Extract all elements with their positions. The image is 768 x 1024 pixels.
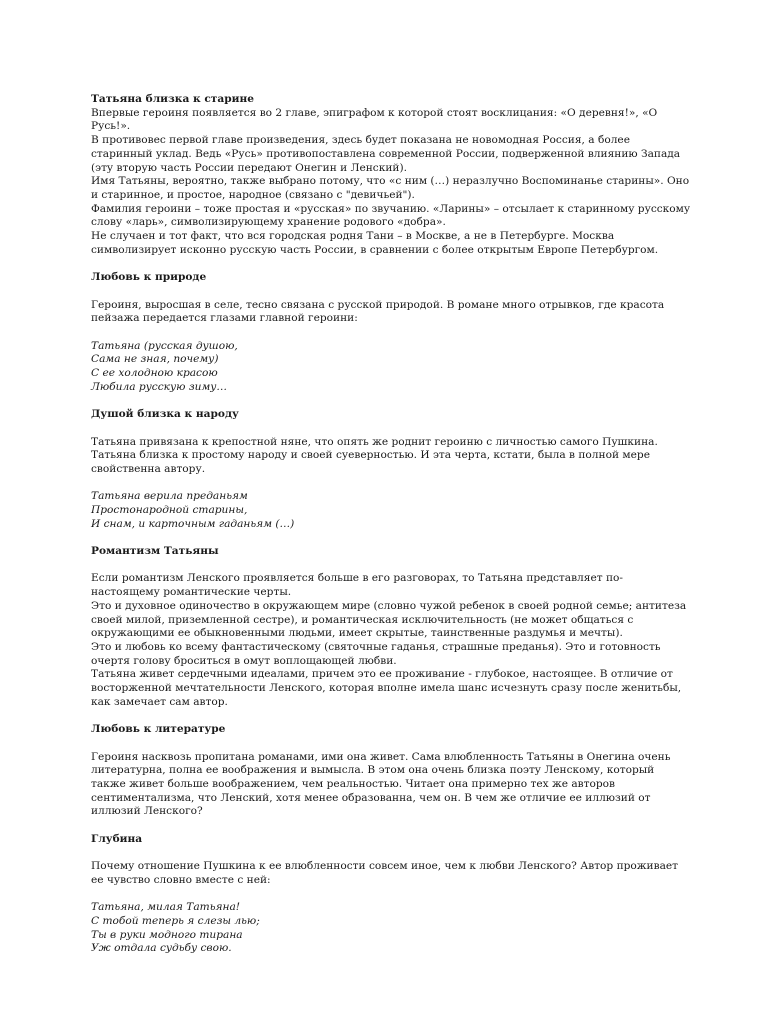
verse-line: Уж отдала судьбу свою.: [91, 942, 232, 955]
paragraph: Если романтизм Ленского проявляется больше в его разговорах, то Татьяна представляет по-настоящему романтические черты.: [91, 572, 623, 599]
verse-quote: [91, 340, 691, 395]
paragraph: Фамилия героини – тоже простая и «русская» по звучанию. «Ларины» – отсылает к старинному русскому слову «ларь», символизирующему хранение родового «добра».: [91, 202, 691, 229]
verse-line: С тобой теперь я слезы лью;: [91, 914, 260, 927]
paragraph: Впервые героиня появляется во 2 главе, эпиграфом к которой стоят восклицания: «О деревня!», «О Русь!».: [91, 106, 658, 133]
section-heading: Татьяна близка к старине: [91, 93, 254, 105]
verse-line: С ее холодною красою: [91, 367, 218, 380]
section-heading: Романтизм Татьяны: [91, 545, 219, 558]
verse-line: Татьяна, милая Татьяна!: [91, 901, 241, 914]
paragraph: Татьяна привязана к крепостной няне, что опять же роднит героиню с личностью самого Пушкина.: [91, 435, 658, 448]
paragraph: Татьяна живет сердечными идеалами, причем это ее проживание - глубокое, настоящее. В отличие от восторженной мечтательности Ленского, которая вполне имела шанс исчезнуть сразу после женитьбы, как замечает сам автор.: [91, 668, 682, 708]
paragraph: Не случаен и тот факт, что вся городская родня Тани – в Москве, а не в Петербурге. Москва символизирует исконно русскую часть России, в сравнении с более открытым Европе Петербургом.: [91, 230, 659, 256]
paragraph: Героиня, выросшая в селе, тесно связана с русской природой. В романе много отрывков, где красота пейзажа передается глазами главной героини:: [91, 298, 665, 325]
verse-line: Ты в руки модного тирана: [91, 928, 243, 941]
document-page: [91, 93, 691, 956]
paragraph: Татьяна близка к простому народу и своей суеверностью. И эта черта, кстати, была в полной мере свойственна автору.: [91, 449, 650, 475]
verse-line: Сама не зная, почему): [91, 353, 219, 366]
verse-line: Татьяна (русская душою,: [91, 339, 238, 352]
paragraph: Почему отношение Пушкина к ее влюбленности совсем иное, чем к любви Ленского? Автор проживает ее чувство словно вместе с ней:: [91, 860, 679, 886]
verse-line: Татьяна верила преданьям: [91, 490, 248, 503]
paragraph: Героиня насквозь пропитана романами, ими она живет. Сама влюбленность Татьяны в Онегина очень литературна, полна ее воображения и вымысла. В этом она очень близка поэту Ленскому, который также живет больше воображением, чем реальностью. Читает она примерно тех же авторов сентиментализма, что Ленский, хотя менее образованна, чем он. В чем же отличие ее иллюзий от иллюзий Ленского?: [91, 750, 671, 818]
verse-line: Простонародной старины,: [91, 504, 248, 516]
verse-line: Любила русскую зиму…: [91, 380, 227, 393]
section-heading: Любовь к природе: [91, 271, 207, 284]
paragraph: Это и духовное одиночество в окружающем мире (словно чужой ребенок в своей родной семье; антитеза своей милой, приземленной сестре), и романтическая исключительность (не может общаться с окружающими ее обыкновенными людьми, имеет скрытые, таинственные раздумья и мечты).: [91, 599, 687, 640]
verse-quote: [91, 490, 691, 531]
paragraph: Это и любовь ко всему фантастическому (святочные гаданья, страшные преданья). Это и готовность очертя голову броситься в омут воплощающей любви.: [91, 641, 661, 667]
paragraph: Имя Татьяны, вероятно, также выбрано потому, что «с ним (…) неразлучно Воспоминанье старины». Оно и старинное, и простое, народное (связано с "девичьей").: [91, 175, 690, 201]
section-heading: Душой близка к народу: [91, 408, 239, 421]
section-heading: Любовь к литературе: [91, 723, 226, 736]
verse-line: И снам, и карточным гаданьям (…): [91, 517, 295, 530]
verse-quote: [91, 901, 691, 956]
section-heading: Глубина: [91, 832, 143, 845]
paragraph: В противовес первой главе произведения, здесь будет показана не новомодная Россия, а более старинный уклад. Ведь «Русь» противопоставлена современной России, подверженной влиянию Запада (эту вторую часть России передают Онегин и Ленский).: [91, 134, 681, 174]
